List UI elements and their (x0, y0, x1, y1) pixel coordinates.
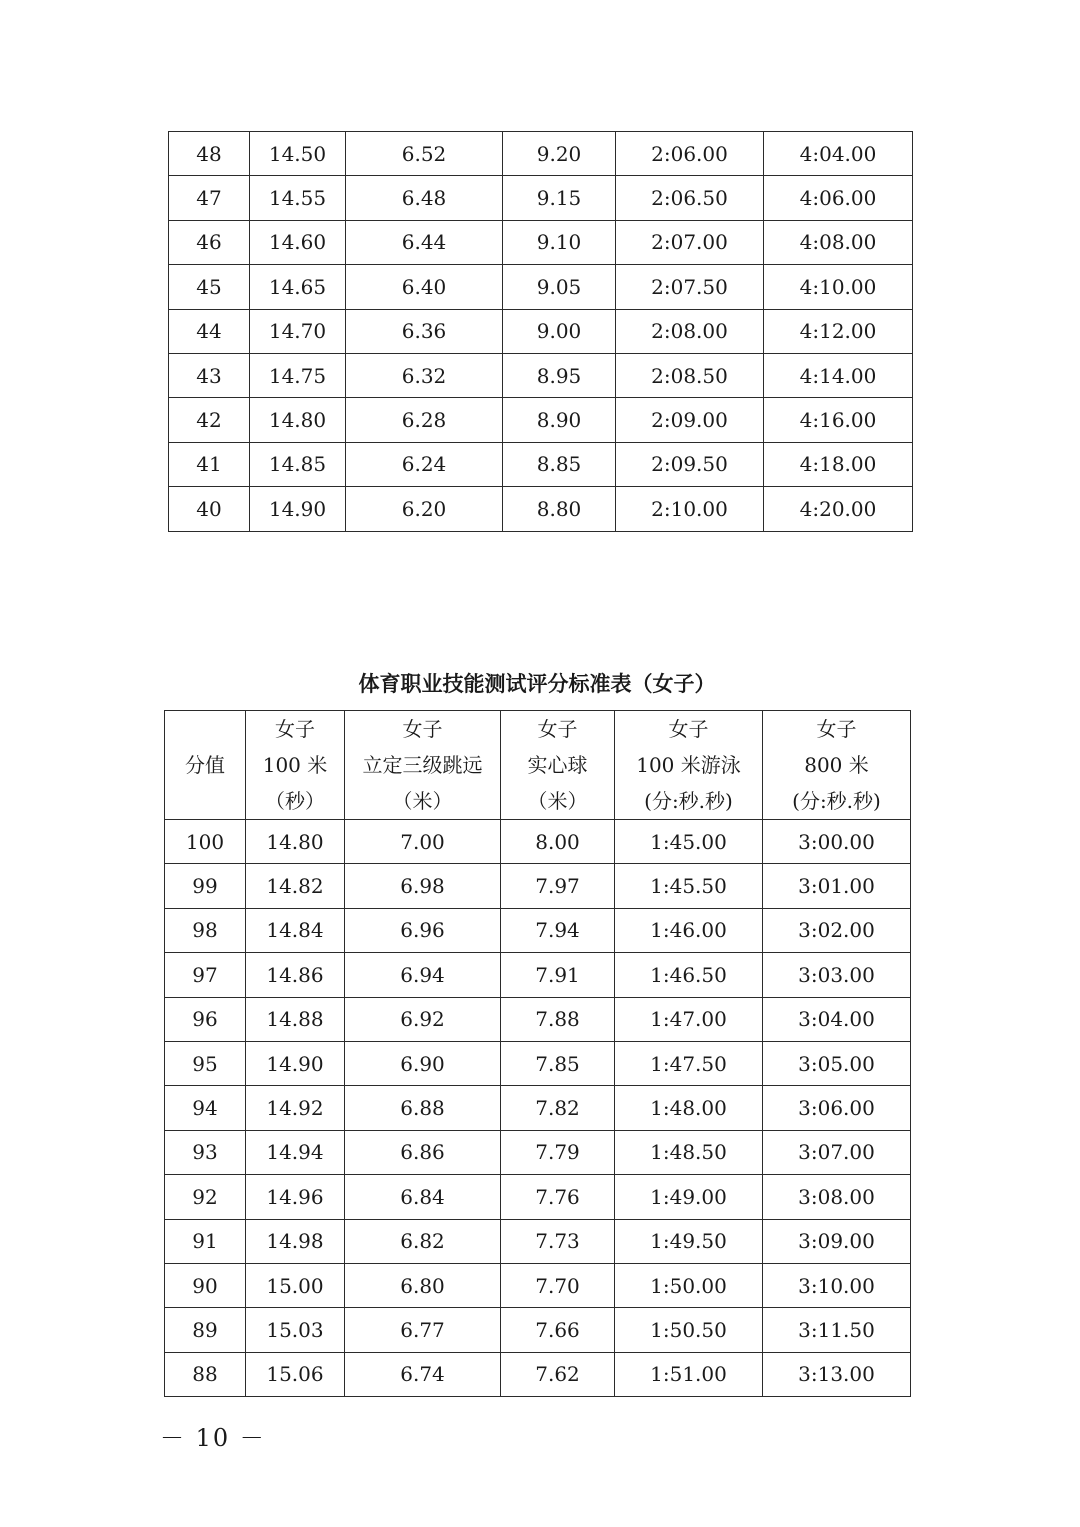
table-cell: 6.80 (345, 1263, 501, 1307)
table-cell: 3:02.00 (763, 908, 911, 952)
table-cell: 6.44 (346, 220, 503, 264)
table-cell: 14.60 (250, 220, 346, 264)
table-cell: 6.92 (345, 997, 501, 1041)
table-cell: 98 (165, 908, 246, 952)
table-cell: 1:46.00 (615, 908, 763, 952)
table-cell: 9.15 (503, 176, 616, 220)
table-cell: 7.62 (501, 1352, 615, 1396)
column-header-line: (分:秒.秒) (792, 789, 881, 813)
table-cell: 1:48.00 (615, 1086, 763, 1130)
table-cell: 7.79 (501, 1130, 615, 1174)
table-cell: 7.82 (501, 1086, 615, 1130)
table-row (169, 309, 913, 353)
table-cell: 90 (165, 1263, 246, 1307)
table-cell: 7.85 (501, 1041, 615, 1085)
table-cell: 2:10.00 (616, 487, 764, 531)
table-cell: 1:48.50 (615, 1130, 763, 1174)
column-header-line: 女子 (275, 717, 315, 741)
table-cell: 14.92 (246, 1086, 345, 1130)
table-cell: 2:08.50 (616, 353, 764, 397)
table-cell: 1:49.00 (615, 1175, 763, 1219)
table-cell: 6.94 (345, 953, 501, 997)
table-cell: 6.28 (346, 398, 503, 442)
table-cell: 95 (165, 1041, 246, 1085)
table-cell: 7.94 (501, 908, 615, 952)
table-cell: 14.90 (246, 1041, 345, 1085)
table-row (165, 1086, 911, 1130)
table-cell: 97 (165, 953, 246, 997)
column-header-line: 800 米 (804, 753, 869, 777)
table-cell: 42 (169, 398, 250, 442)
table-cell: 9.00 (503, 309, 616, 353)
score-table-continued (168, 131, 913, 532)
table-cell: 94 (165, 1086, 246, 1130)
table-cell: 6.20 (346, 487, 503, 531)
table-cell: 45 (169, 265, 250, 309)
table-cell: 100 (165, 820, 246, 864)
table-cell: 14.75 (250, 353, 346, 397)
table-row (165, 1308, 911, 1352)
table-cell: 14.80 (246, 820, 345, 864)
table-row (165, 1352, 911, 1396)
table-cell: 7.73 (501, 1219, 615, 1263)
table-cell: 6.24 (346, 442, 503, 486)
table-cell: 3:04.00 (763, 997, 911, 1041)
column-header-line: 分值 (185, 753, 225, 777)
table-row (165, 1219, 911, 1263)
table-row (165, 1041, 911, 1085)
table-cell: 1:47.50 (615, 1041, 763, 1085)
table-cell: 14.85 (250, 442, 346, 486)
table-cell: 14.82 (246, 864, 345, 908)
table-cell: 1:51.00 (615, 1352, 763, 1396)
table-cell: 8.85 (503, 442, 616, 486)
table-cell: 6.90 (345, 1041, 501, 1085)
table-row (169, 398, 913, 442)
table-cell: 3:11.50 (763, 1308, 911, 1352)
table-cell: 6.48 (346, 176, 503, 220)
column-header (615, 711, 763, 820)
table-cell: 3:01.00 (763, 864, 911, 908)
table-cell: 1:50.00 (615, 1263, 763, 1307)
table-row (169, 132, 913, 176)
table-cell: 7.66 (501, 1308, 615, 1352)
table-row (165, 1175, 911, 1219)
column-header-line: (分:秒.秒) (644, 789, 733, 813)
table-cell: 7.70 (501, 1263, 615, 1307)
table-cell: 4:10.00 (764, 265, 913, 309)
table-cell: 14.55 (250, 176, 346, 220)
table-row (165, 953, 911, 997)
table-cell: 96 (165, 997, 246, 1041)
table-cell: 6.52 (346, 132, 503, 176)
table-row (165, 1130, 911, 1174)
table-cell: 8.00 (501, 820, 615, 864)
table-cell: 3:00.00 (763, 820, 911, 864)
table-cell: 2:09.50 (616, 442, 764, 486)
column-header-line: 女子 (537, 717, 578, 741)
table-cell: 1:47.00 (615, 997, 763, 1041)
table-cell: 8.80 (503, 487, 616, 531)
column-header (165, 711, 246, 820)
table-cell: 7.00 (345, 820, 501, 864)
table-row (169, 353, 913, 397)
table-cell: 14.96 (246, 1175, 345, 1219)
table-cell: 6.77 (345, 1308, 501, 1352)
table-cell: 1:50.50 (615, 1308, 763, 1352)
table-row (169, 220, 913, 264)
table-cell: 2:06.00 (616, 132, 764, 176)
table-cell: 3:13.00 (763, 1352, 911, 1396)
table-cell: 15.06 (246, 1352, 345, 1396)
column-header-line: （米） (527, 789, 588, 813)
table-cell: 6.96 (345, 908, 501, 952)
table-cell: 7.88 (501, 997, 615, 1041)
table-cell: 8.90 (503, 398, 616, 442)
table-cell: 8.95 (503, 353, 616, 397)
table-cell: 3:03.00 (763, 953, 911, 997)
table-cell: 14.88 (246, 997, 345, 1041)
table-cell: 6.74 (345, 1352, 501, 1396)
table-cell: 6.32 (346, 353, 503, 397)
table-cell: 4:06.00 (764, 176, 913, 220)
column-header-line: （米） (392, 789, 453, 813)
table-cell: 6.98 (345, 864, 501, 908)
table-cell: 4:16.00 (764, 398, 913, 442)
table-row (165, 1263, 911, 1307)
table-cell: 1:46.50 (615, 953, 763, 997)
table-cell: 4:14.00 (764, 353, 913, 397)
table-cell: 40 (169, 487, 250, 531)
table-cell: 93 (165, 1130, 246, 1174)
table-cell: 9.05 (503, 265, 616, 309)
table-row (169, 442, 913, 486)
table-cell: 14.98 (246, 1219, 345, 1263)
table-title: 体育职业技能测试评分标准表（女子） (358, 672, 716, 696)
table-cell: 14.80 (250, 398, 346, 442)
table-cell: 4:08.00 (764, 220, 913, 264)
table-cell: 14.86 (246, 953, 345, 997)
column-header-line: 女子 (402, 717, 443, 741)
table-cell: 4:12.00 (764, 309, 913, 353)
table-cell: 14.84 (246, 908, 345, 952)
column-header-line: 100 米游泳 (636, 753, 741, 777)
table-cell: 7.76 (501, 1175, 615, 1219)
table-row (165, 997, 911, 1041)
table-cell: 2:06.50 (616, 176, 764, 220)
table-cell: 4:20.00 (764, 487, 913, 531)
score-table-female (164, 710, 911, 1397)
page-number: － 10 － (160, 1424, 266, 1452)
table-cell: 6.36 (346, 309, 503, 353)
table-cell: 99 (165, 864, 246, 908)
table-cell: 6.88 (345, 1086, 501, 1130)
column-header (763, 711, 911, 820)
table-cell: 15.03 (246, 1308, 345, 1352)
table-cell: 91 (165, 1219, 246, 1263)
table-cell: 41 (169, 442, 250, 486)
table-cell: 3:09.00 (763, 1219, 911, 1263)
table-cell: 4:04.00 (764, 132, 913, 176)
table-cell: 48 (169, 132, 250, 176)
column-header-line: （秒） (265, 789, 325, 813)
column-header (246, 711, 345, 820)
table-cell: 2:09.00 (616, 398, 764, 442)
table-cell: 14.50 (250, 132, 346, 176)
table-cell: 2:07.00 (616, 220, 764, 264)
table-cell: 6.84 (345, 1175, 501, 1219)
table-row (169, 176, 913, 220)
table-cell: 3:08.00 (763, 1175, 911, 1219)
table-row (169, 487, 913, 531)
table-cell: 7.97 (501, 864, 615, 908)
table-row (165, 820, 911, 864)
column-header (345, 711, 501, 820)
table-cell: 92 (165, 1175, 246, 1219)
table-row (169, 265, 913, 309)
table-cell: 44 (169, 309, 250, 353)
column-header (501, 711, 615, 820)
table-cell: 9.10 (503, 220, 616, 264)
table-cell: 14.70 (250, 309, 346, 353)
table-cell: 7.91 (501, 953, 615, 997)
table-cell: 88 (165, 1352, 246, 1396)
table-header-row (165, 711, 911, 820)
table-cell: 2:07.50 (616, 265, 764, 309)
column-header-line: 100 米 (262, 753, 328, 777)
table-cell: 9.20 (503, 132, 616, 176)
table-cell: 1:45.00 (615, 820, 763, 864)
table-cell: 6.86 (345, 1130, 501, 1174)
table-cell: 15.00 (246, 1263, 345, 1307)
column-header-line: 实心球 (527, 753, 588, 777)
table-cell: 1:45.50 (615, 864, 763, 908)
table-cell: 4:18.00 (764, 442, 913, 486)
column-header-line: 立定三级跳远 (362, 753, 483, 777)
table-cell: 14.65 (250, 265, 346, 309)
table-row (165, 864, 911, 908)
table-cell: 46 (169, 220, 250, 264)
table-cell: 14.94 (246, 1130, 345, 1174)
column-header-line: 女子 (816, 717, 857, 741)
table-cell: 6.40 (346, 265, 503, 309)
table-cell: 3:10.00 (763, 1263, 911, 1307)
table-cell: 3:05.00 (763, 1041, 911, 1085)
table-cell: 6.82 (345, 1219, 501, 1263)
table-cell: 47 (169, 176, 250, 220)
table-row (165, 908, 911, 952)
table-cell: 3:06.00 (763, 1086, 911, 1130)
table-cell: 89 (165, 1308, 246, 1352)
table-cell: 1:49.50 (615, 1219, 763, 1263)
column-header-line: 女子 (668, 717, 709, 741)
table-cell: 43 (169, 353, 250, 397)
table-cell: 14.90 (250, 487, 346, 531)
table-cell: 3:07.00 (763, 1130, 911, 1174)
table-cell: 2:08.00 (616, 309, 764, 353)
